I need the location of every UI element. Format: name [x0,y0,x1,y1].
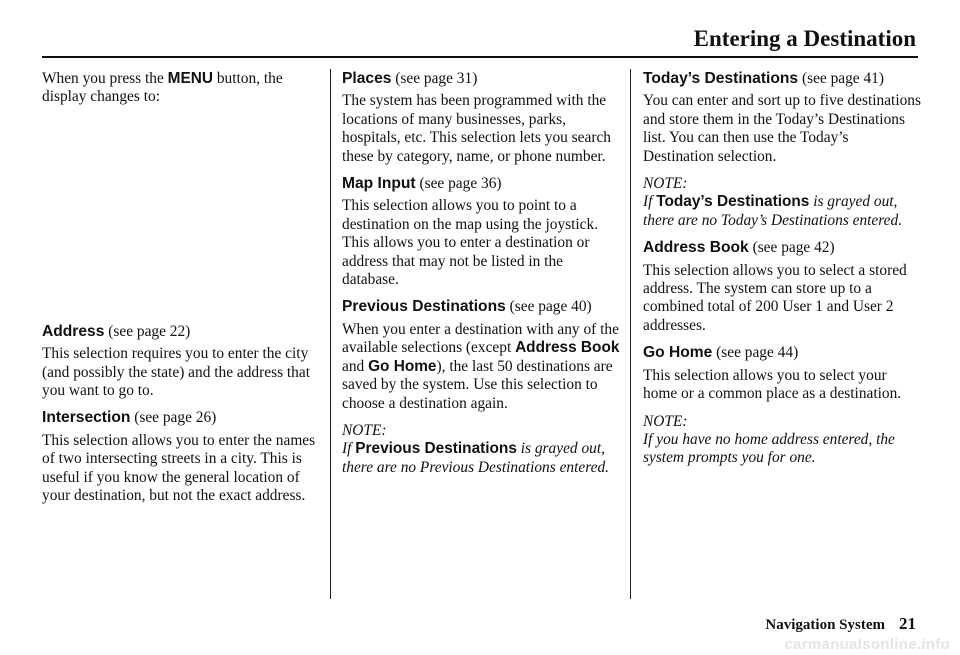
footer-section: Navigation System [765,617,885,633]
column-middle [342,70,622,486]
map-input-heading: Map Input (see page 36) [342,175,502,193]
note-label: NOTE: [342,421,387,439]
go-home-text: This selection allows you to select your home or a common place as a destination. [643,366,902,403]
page-title: Entering a Destination [693,26,916,51]
note-label: NOTE: [643,412,688,430]
note-text: If Previous Destinations is grayed out, there are no Previous Destinations entered. [342,440,609,476]
address-text: This selection requires you to enter the city (and possibly the state) and the address that you want to go to. [42,345,310,400]
intersection-text: This selection allows you to enter the names of two intersecting streets in a city. This is useful if you know the general location of your destination, but not the exact address. [42,431,316,505]
display-screen-area [42,116,320,316]
column-divider-right [630,69,631,599]
watermark: carmanualsonline.info [784,636,950,653]
column-left [42,70,320,514]
intro-paragraph: When you press the MENU button, the display changes to: [42,70,283,106]
note-label: NOTE: [643,175,688,193]
address-book-text: This selection allows you to select a stored address. The system can store up to a combined total of 200 User 1 and User 2 addresses. [643,261,907,334]
todays-destinations-heading: Today’s Destinations (see page 41) [643,70,884,87]
intersection-heading: Intersection (see page 26) [42,409,217,427]
column-divider-left [330,69,331,599]
previous-destinations-text: When you enter a destination with any of the available selections (except Address Book and Go Home), the last 50 destinations are saved by the system. Use this selection to choose a destination again. [342,320,620,412]
todays-destinations-text: You can enter and sort up to five destinations and store them in the Today’s Destinations list. You can then use the Today’s Destination selection. [643,92,921,165]
menu-key: MENU [167,70,213,87]
places-heading: Places (see page 31) [342,70,478,87]
title-rule [42,56,918,58]
page-footer [765,614,916,634]
go-home-heading: Go Home (see page 44) [643,344,799,362]
map-input-text: This selection allows you to point to a destination on the map using the joystick. This allows you to enter a destination or address that may not be listed in the database. [342,197,599,289]
note-text: If you have no home address entered, the system prompts you for one. [643,430,895,467]
note-text: If Today’s Destinations is grayed out, there are no Today’s Destinations entered. [643,193,903,229]
previous-destinations-heading: Previous Destinations (see page 40) [342,298,592,316]
address-book-heading: Address Book (see page 42) [643,239,835,257]
address-heading: Address (see page 22) [42,322,191,340]
column-right [643,70,923,477]
page-number: 21 [899,614,916,633]
places-text: The system has been programmed with the locations of many businesses, parks, hospitals, etc. This selection lets you search these by category, name, or phone number. [342,92,611,165]
